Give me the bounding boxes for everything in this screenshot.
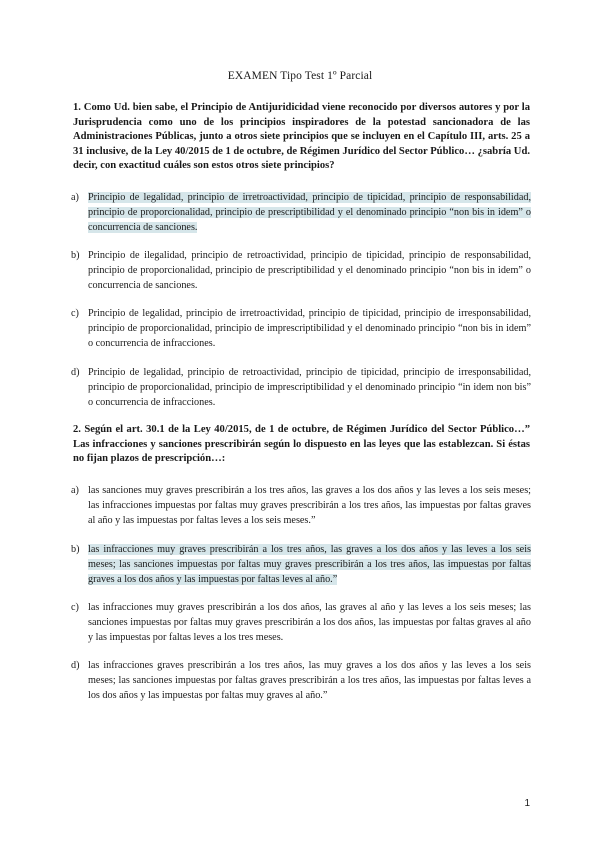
option-letter: b): [71, 250, 80, 261]
exam-title: EXAMEN Tipo Test 1º Parcial: [227, 70, 373, 82]
option-text: las infracciones muy graves prescribirán a los dos años, las graves al año y las leves a los seis meses; las sanciones impuestas por faltas muy graves prescribirán a los dos años, las impuestas por faltas graves al año y las impuestas por faltas leves a los tres meses.: [88, 602, 531, 643]
option-text: Principio de ilegalidad, principio de retroactividad, principio de tipicidad, principio de responsabilidad, principio de proporcionalidad, principio de prescriptibilidad y el denominado principio “non bis in idem” o concurrencia de sanciones.: [88, 250, 531, 291]
option-letter: a): [71, 192, 79, 203]
option-text: Principio de legalidad, principio de irretroactividad, principio de tipicidad, principio de irresponsabilidad, principio de proporcionalidad, principio de imprescriptibilidad y el denominado principio “non bis in idem” o concurrencia de infracciones.: [88, 308, 531, 349]
option-text-highlighted: las infracciones muy graves prescribirán a los tres años, las graves a los dos años y las leves a los seis meses; las sanciones impuestas por faltas muy graves prescribirán a los tres años, las impuestas por faltas graves a los dos años y las impuestas por faltas leves al año.”: [88, 544, 531, 585]
option-text-highlighted: Principio de legalidad, principio de irretroactividad, principio de tipicidad, principio de responsabilidad, principio de proporcionalidad, principio de prescriptibilidad y el denominado principio “non bis in idem” o concurrencia de sanciones.: [88, 192, 531, 233]
option-text: las infracciones graves prescribirán a los tres años, las muy graves a los dos años y las leves a los seis meses; las sanciones impuestas por faltas graves prescribirán a los tres años, las impuestas por faltas leves a los dos años y las impuestas por faltas muy graves al año.”: [88, 660, 531, 701]
question-1-option-c: [71, 307, 531, 352]
question-1-text: 1. Como Ud. bien sabe, el Principio de Antijuridicidad viene reconocido por diversos autores y por la Jurisprudencia como uno de los principios inspiradores de la potestad sancionadora de las Administraciones Públicas, junto a otros siete principios que se incluyen en el Capítulo III, arts. 25 a 31 inclusive, de la Ley 40/2015 de 1 de octubre, de Régimen Jurídico del Sector Público… ¿sabría Ud. decir, con exactitud cuáles son estos otros siete principios?: [73, 102, 530, 172]
option-text: Principio de legalidad, principio de retroactividad, principio de tipicidad, principio de irresponsabilidad, principio de proporcionalidad, principio de imprescriptibilidad y el denominado principio “in idem non bis” o concurrencia de infracciones.: [88, 367, 531, 408]
question-2-option-d: [71, 659, 531, 704]
option-letter: b): [71, 544, 80, 555]
question-2-option-c: [71, 601, 531, 646]
question-1-option-b: [71, 249, 531, 294]
option-letter: a): [71, 485, 79, 496]
question-2-option-a: [71, 484, 531, 529]
option-text: las sanciones muy graves prescribirán a los tres años, las graves a los dos años y las leves a los seis meses; las infracciones impuestas por faltas muy graves prescribirán a los tres años, las impuestas por faltas graves al año y las impuestas por faltas leves a los seis meses.”: [88, 485, 531, 526]
option-letter: c): [71, 308, 79, 319]
page-number: 1: [524, 798, 530, 809]
question-2-text: 2. Según el art. 30.1 de la Ley 40/2015, de 1 de octubre, de Régimen Jurídico del Sector Público…” Las infracciones y sanciones prescribirán según lo dispuesto en las leyes que las establezcan. Si éstas no fijan plazos de prescripción…:: [73, 424, 530, 465]
question-1-option-d: [71, 366, 531, 411]
question-1-option-a: [71, 191, 531, 236]
option-letter: d): [71, 367, 80, 378]
option-letter: d): [71, 660, 80, 671]
question-2-option-b: [71, 543, 531, 588]
option-letter: c): [71, 602, 79, 613]
